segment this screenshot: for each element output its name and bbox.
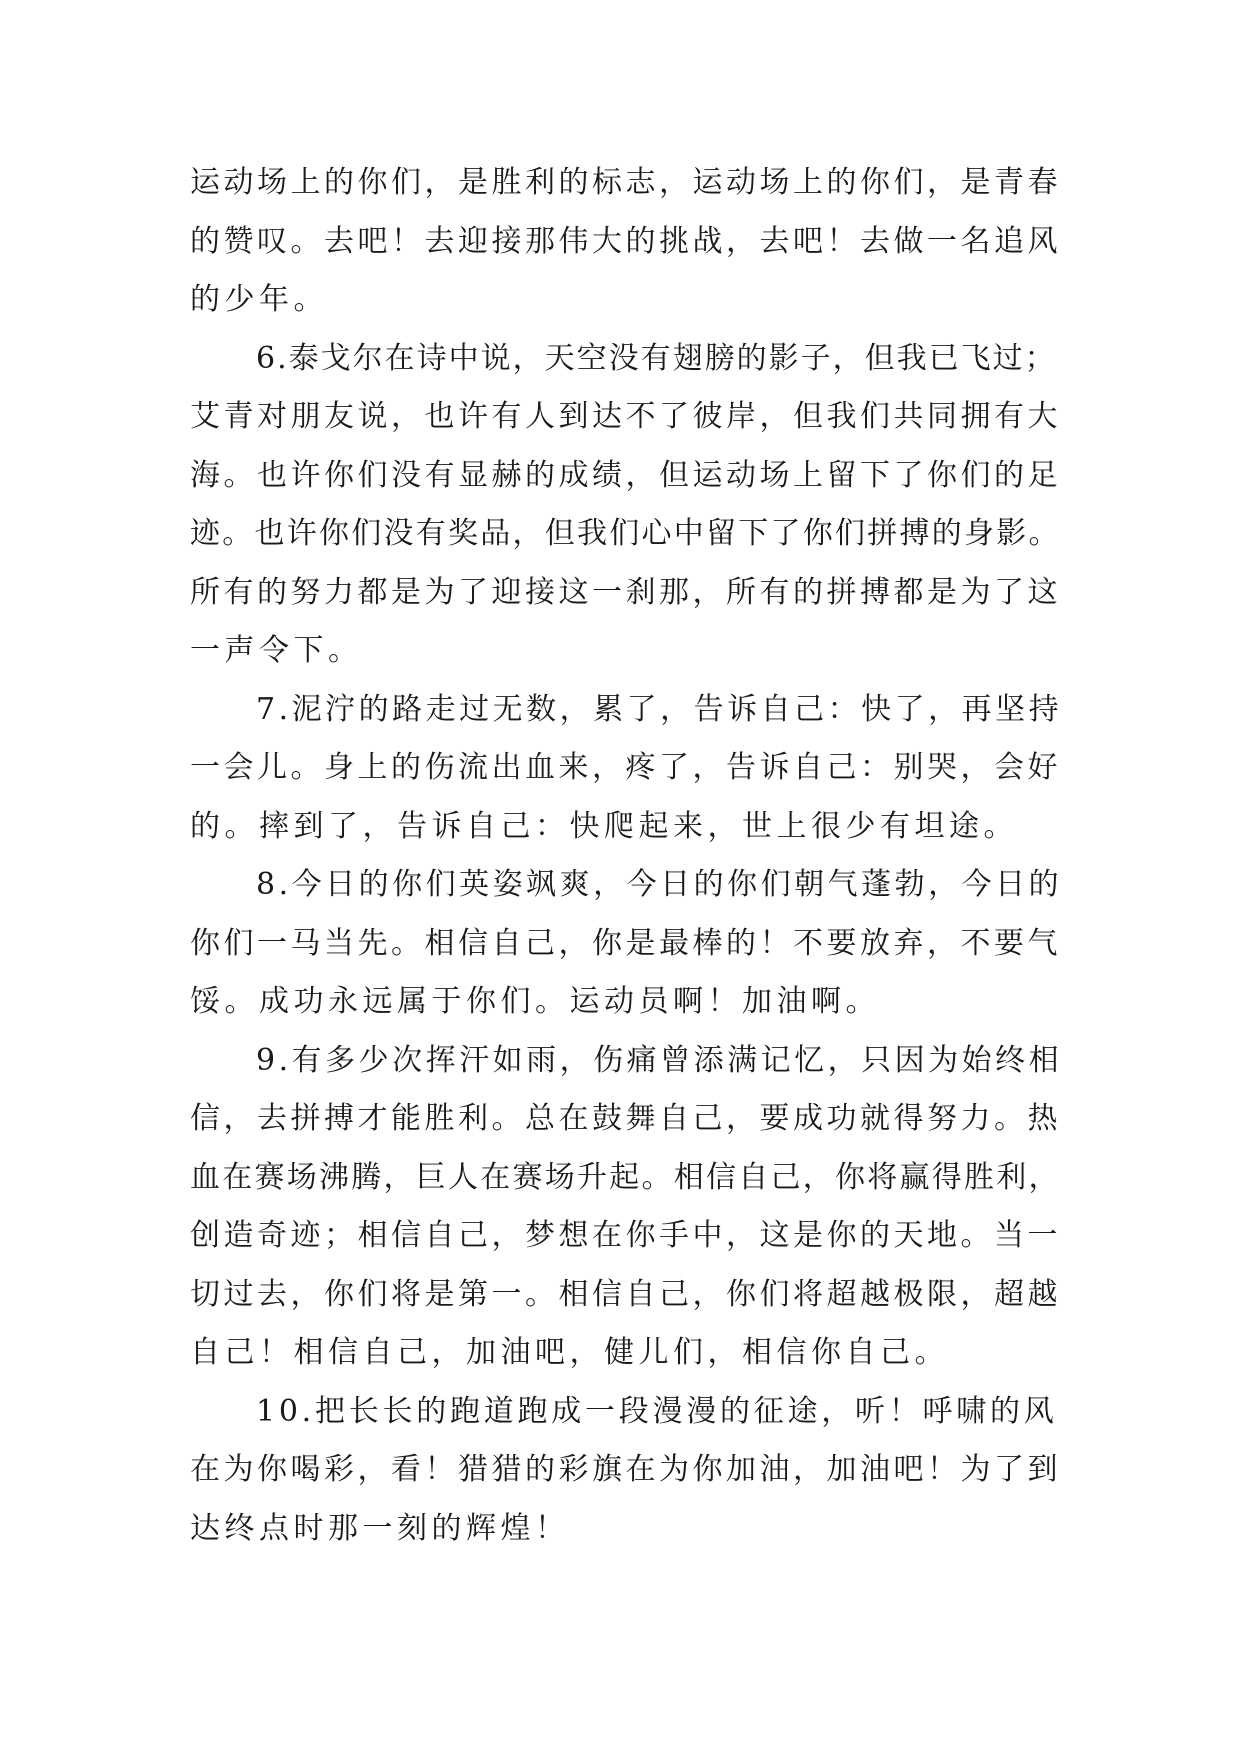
text-line: 的少年。	[190, 282, 328, 317]
paragraph-first-line: 6.泰戈尔在诗中说，天空没有翅膀的影子，但我已飞过；	[256, 340, 1057, 376]
text-line: 的。摔到了，告诉自己：快爬起来，世上很少有坦途。	[190, 808, 1018, 844]
text-line: 海。也许你们没有显赫的成绩，但运动场上留下了你们的足	[190, 457, 1061, 493]
paragraph-first-line: 9.有多少次挥汗如雨，伤痛曾添满记忆，只因为始终相	[256, 1042, 1063, 1078]
text-line: 在为你喝彩，看！猎猎的彩旗在为你加油，加油吧！为了到	[190, 1452, 1061, 1487]
text-line: 自己！相信自己，加油吧，健儿们，相信你自己。	[190, 1335, 949, 1370]
text-line: 馁。成功永远属于你们。运动员啊！加油啊。	[190, 984, 880, 1019]
text-line: 你们一马当先。相信自己，你是最棒的！不要放弃，不要气	[190, 925, 1061, 961]
text-line: 运动场上的你们，是胜利的标志，运动场上的你们，是青春	[190, 165, 1061, 200]
text-line: 血在赛场沸腾，巨人在赛场升起。相信自己，你将赢得胜利，	[190, 1159, 1061, 1195]
paragraph-first-line: 10.把长长的跑道跑成一段漫漫的征途，听！呼啸的风	[256, 1393, 1058, 1429]
document-body	[190, 154, 1062, 1558]
text-line: 一声令下。	[190, 633, 363, 668]
text-line: 艾青对朋友说，也许有人到达不了彼岸，但我们共同拥有大	[190, 399, 1061, 434]
text-line: 的赞叹。去吧！去迎接那伟大的挑战，去吧！去做一名追风	[190, 223, 1061, 259]
text-line: 所有的努力都是为了迎接这一刹那，所有的拼搏都是为了这	[190, 574, 1061, 610]
paragraph-first-line: 8.今日的你们英姿飒爽，今日的你们朝气蓬勃，今日的	[256, 867, 1063, 902]
paragraph-first-line: 7.泥泞的路走过无数，累了，告诉自己：快了，再坚持	[256, 691, 1063, 727]
text-line: 创造奇迹；相信自己，梦想在你手中，这是你的天地。当一	[190, 1218, 1061, 1253]
text-line: 一会儿。身上的伤流出血来，疼了，告诉自己：别哭，会好	[190, 750, 1061, 785]
text-line: 信，去拼搏才能胜利。总在鼓舞自己，要成功就得努力。热	[190, 1101, 1061, 1136]
text-line: 迹。也许你们没有奖品，但我们心中留下了你们拼搏的身影。	[190, 516, 1061, 551]
text-line: 切过去，你们将是第一。相信自己，你们将超越极限，超越	[190, 1276, 1061, 1312]
text-line: 达终点时那一刻的辉煌！	[190, 1510, 570, 1546]
